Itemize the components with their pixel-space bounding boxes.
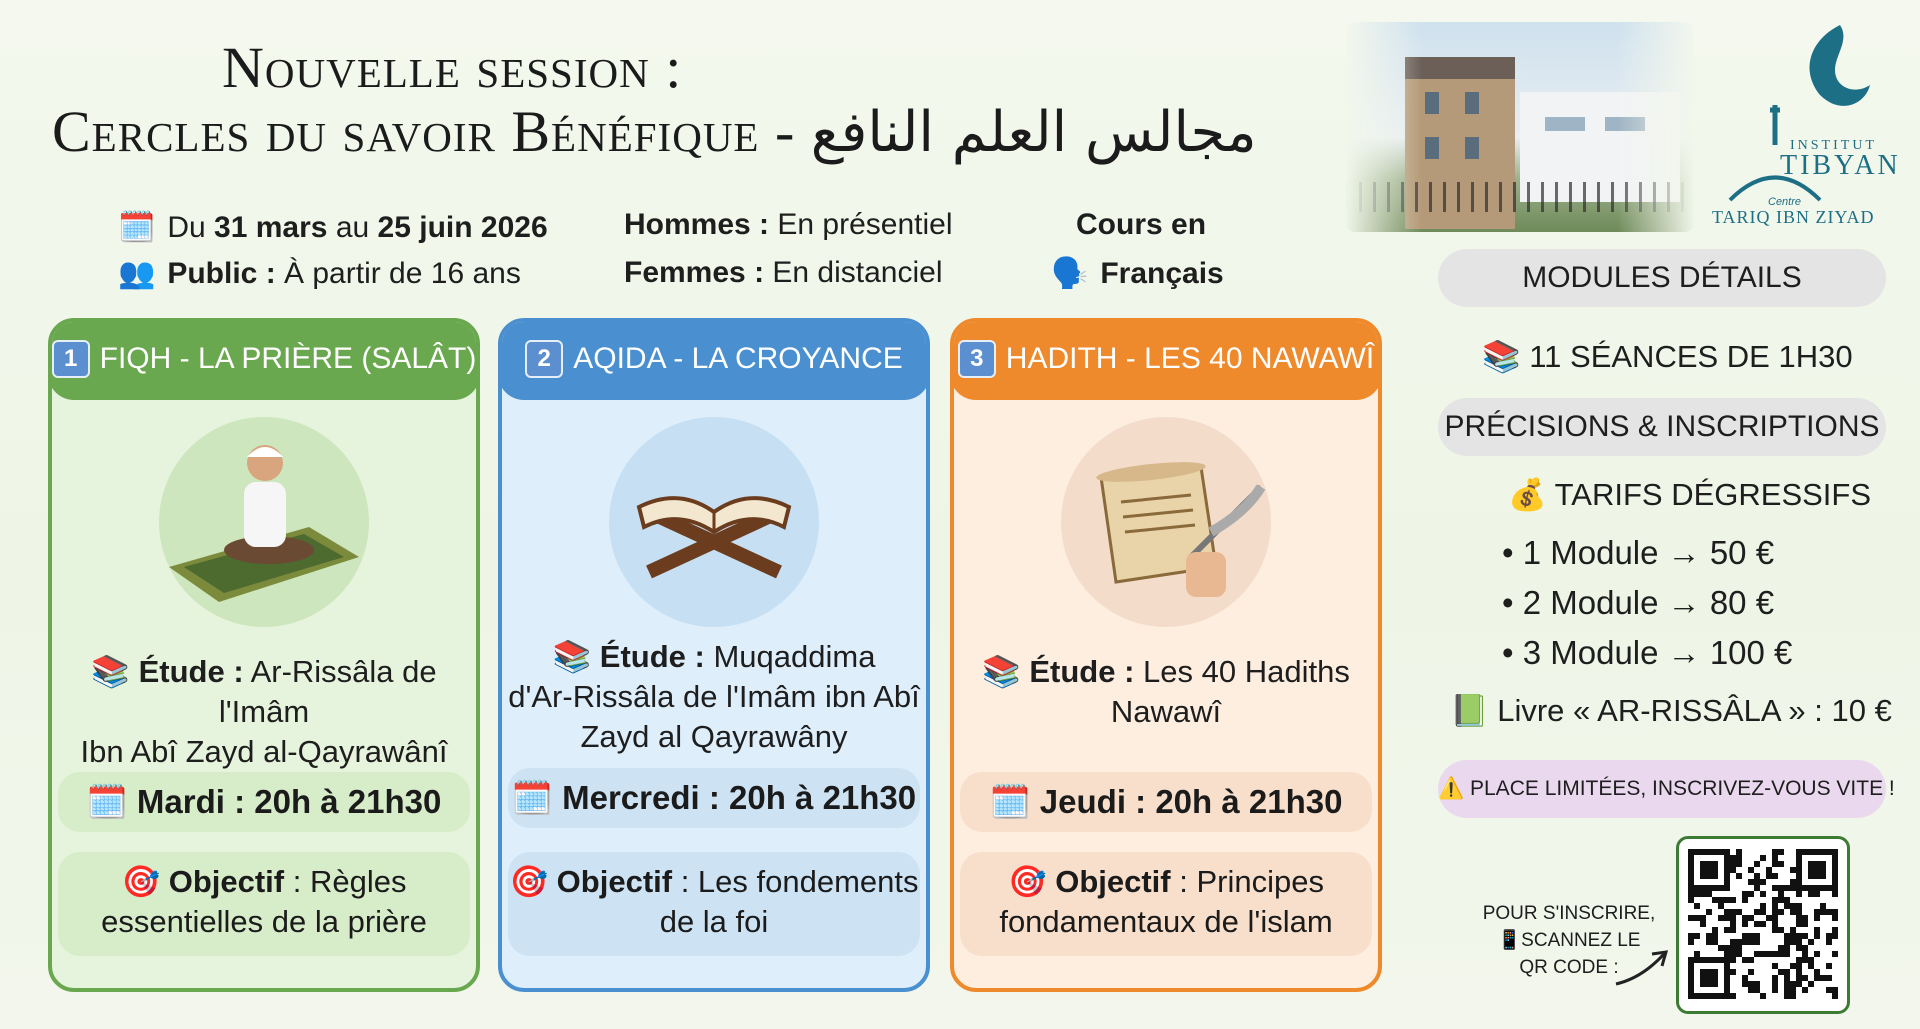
tarifs-title: 💰 TARIFS DÉGRESSIFS <box>1508 477 1872 512</box>
module-header <box>950 318 1382 400</box>
tarif-1: • 1 Module → 50 € <box>1502 534 1775 571</box>
module-number-badge: 2 <box>525 340 563 378</box>
logo-tariq: TARIQ IBN ZIYAD <box>1712 207 1875 227</box>
calendar-icon: 🗓️ <box>86 783 137 820</box>
hommes-info: Hommes : En présentiel <box>624 208 953 241</box>
module-objectif: 🎯 Objectif : Règles essentielles de la prière <box>58 852 470 956</box>
livre-info: 📗 Livre « AR-RISSÂLA » : 10 € <box>1450 693 1892 728</box>
calendar-icon: 🗓️ <box>118 211 156 244</box>
module-header <box>498 318 930 400</box>
module-etude: 📚 Étude : Ar-Rissâla de l'Imâm Ibn Abî Zayd al-Qayrawânî <box>80 654 448 769</box>
module-schedule: 🗓️ Jeudi : 20h à 21h30 <box>960 772 1372 832</box>
books-icon: 📚 <box>1482 339 1521 374</box>
people-icon: 👥 <box>118 257 156 290</box>
module-card-aqida <box>498 318 930 992</box>
books-icon: 📚 <box>982 654 1030 689</box>
module-etude: 📚 Étude : Les 40 Hadiths Nawawî <box>982 654 1350 729</box>
module-schedule: 🗓️ Mercredi : 20h à 21h30 <box>508 768 920 828</box>
dates-info: 🗓️ Du 31 mars au 25 juin 2026 <box>115 210 548 245</box>
module-number-badge: 1 <box>52 340 90 378</box>
speaker-icon: 🗣️ <box>1051 257 1089 290</box>
module-header <box>48 318 480 400</box>
module-etude: 📚 Étude : Muqaddima d'Ar-Rissâla de l'Imâm ibn Abî Zayd al Qayrawâny <box>508 639 920 754</box>
module-schedule: 🗓️ Mardi : 20h à 21h30 <box>58 772 470 832</box>
title-french: Cercles du savoir Bénéfique - <box>52 99 796 164</box>
tarif-2: • 2 Module → 80 € <box>1502 584 1775 621</box>
module-objectif: 🎯 Objectif : Les fondements de la foi <box>508 852 920 956</box>
langue-info: 🗣️ Français <box>1048 256 1224 291</box>
calendar-icon: 🗓️ <box>989 783 1040 820</box>
modules-details-header: MODULES DÉTAILS <box>1438 249 1886 307</box>
module-card-hadith <box>950 318 1382 992</box>
green-book-icon: 📗 <box>1450 693 1489 728</box>
femmes-info: Femmes : En distanciel <box>624 256 943 289</box>
public-info: 👥 Public : À partir de 16 ans <box>115 256 521 291</box>
warning-badge: ⚠️ PLACE LIMITÉES, INSCRIVEZ-VOUS VITE ! <box>1438 760 1886 818</box>
target-icon: 🎯 <box>509 864 557 899</box>
title-line-2 <box>52 98 1257 165</box>
quran-illustration-icon <box>609 417 819 627</box>
target-icon: 🎯 <box>121 864 169 899</box>
logo-institut: INSTITUT <box>1790 138 1877 153</box>
module-title: FIQH - LA PRIÈRE (SALÂT) <box>99 342 477 375</box>
books-icon: 📚 <box>91 654 139 689</box>
arrow-icon <box>1612 944 1672 988</box>
qr-code-icon <box>1679 839 1847 1011</box>
langue-label: Cours en <box>1076 208 1207 241</box>
module-card-fiqh <box>48 318 480 992</box>
module-objectif: 🎯 Objectif : Principes fondamentaux de l'islam <box>960 852 1372 956</box>
module-title: AQIDA - LA CROYANCE <box>573 342 903 375</box>
module-number-badge: 3 <box>958 340 996 378</box>
logo-tibyan: TIBYAN <box>1780 150 1901 181</box>
qr-code[interactable] <box>1676 836 1850 1014</box>
precisions-header: PRÉCISIONS & INSCRIPTIONS <box>1438 398 1886 456</box>
scan-instructions: POUR S'INSCRIRE, 📱SCANNEZ LE QR CODE : <box>1482 903 1656 978</box>
scroll-quill-illustration-icon <box>1061 417 1271 627</box>
seances-info: 📚 11 SÉANCES DE 1H30 <box>1482 339 1853 374</box>
books-icon: 📚 <box>552 639 600 674</box>
tarif-3: • 3 Module → 100 € <box>1502 634 1793 671</box>
logo-centre: Centre <box>1768 196 1802 208</box>
prayer-illustration-icon <box>159 417 369 627</box>
module-title: HADITH - LES 40 NAWAWÎ <box>1005 342 1375 375</box>
institute-building-photo <box>1345 22 1695 232</box>
calendar-icon: 🗓️ <box>511 779 563 816</box>
title-arabic: مجالس العلم النافع <box>810 100 1257 165</box>
target-icon: 🎯 <box>1008 864 1056 899</box>
warning-icon: ⚠️ <box>1438 777 1465 800</box>
money-bag-icon: 💰 <box>1508 477 1547 512</box>
title-line-1: Nouvelle session : <box>222 35 683 100</box>
phone-icon: 📱 <box>1497 930 1522 951</box>
